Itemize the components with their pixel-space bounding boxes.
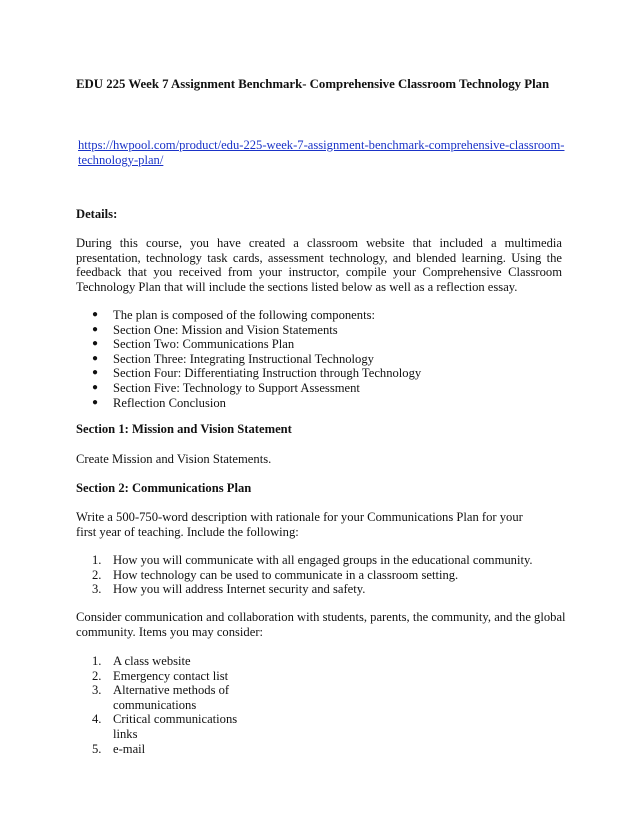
intro-paragraph: During this course, you have created a classroom website that included a multimedia presentation, technology task cards, assessment technology, and blended learning. Using the feedback that you received from your instructor, compile your Comprehensive Classroom Technology Plan that will include the sections listed below as well as a reflection essay. — [76, 236, 562, 294]
list-item: ● Section Four: Differentiating Instruction through Technology — [92, 366, 422, 381]
bullet-icon: ● — [92, 396, 99, 408]
consider-list — [92, 654, 262, 756]
section1-text: Create Mission and Vision Statements. — [76, 452, 272, 466]
details-heading: Details: — [76, 207, 118, 221]
product-link[interactable]: https://hwpool.com/product/edu-225-week-7-assignment-benchmark-comprehensive-classroom-technology-plan/ — [78, 138, 565, 167]
bullet-icon: ● — [92, 381, 99, 393]
bullet-icon: ● — [92, 338, 99, 350]
list-item: 1. How you will communicate with all engaged groups in the educational community. — [92, 553, 533, 567]
bullet-icon: ● — [92, 367, 99, 379]
list-item: 2. Emergency contact list — [92, 668, 229, 683]
list-item: 4. Critical communications links — [92, 712, 238, 741]
section2-heading: Section 2: Communications Plan — [76, 481, 252, 495]
list-item: ● Reflection Conclusion — [92, 395, 226, 410]
bullet-icon: ● — [92, 352, 99, 364]
section2-text: Write a 500-750-word description with rationale for your Communications Plan for your first year of teaching. Include the following: — [76, 510, 523, 539]
section1-heading: Section 1: Mission and Vision Statement — [76, 422, 292, 436]
section2-list — [92, 553, 562, 597]
list-item: 3. How you will address Internet security and safety. — [92, 582, 366, 597]
list-item: 5. e-mail — [92, 741, 146, 756]
list-item: 2. How technology can be used to communicate in a classroom setting. — [92, 567, 459, 582]
list-item: ● Section One: Mission and Vision Statements — [92, 322, 338, 337]
bullet-icon: ● — [92, 309, 99, 320]
list-item: ● Section Five: Technology to Support Assessment — [92, 380, 360, 395]
list-item: ● The plan is composed of the following components: — [92, 308, 375, 322]
components-list — [92, 308, 562, 410]
list-item: 3. Alternative methods of communications — [92, 683, 230, 712]
document-title: EDU 225 Week 7 Assignment Benchmark- Comprehensive Classroom Technology Plan — [76, 77, 550, 91]
list-item: ● Section Two: Communications Plan — [92, 337, 295, 352]
list-item: ● Section Three: Integrating Instructional Technology — [92, 351, 374, 366]
list-item: 1. A class website — [92, 654, 191, 668]
bullet-icon: ● — [92, 323, 99, 335]
consider-text: Consider communication and collaboration with students, parents, the community, and the global community. Items you may consider: — [76, 610, 566, 639]
